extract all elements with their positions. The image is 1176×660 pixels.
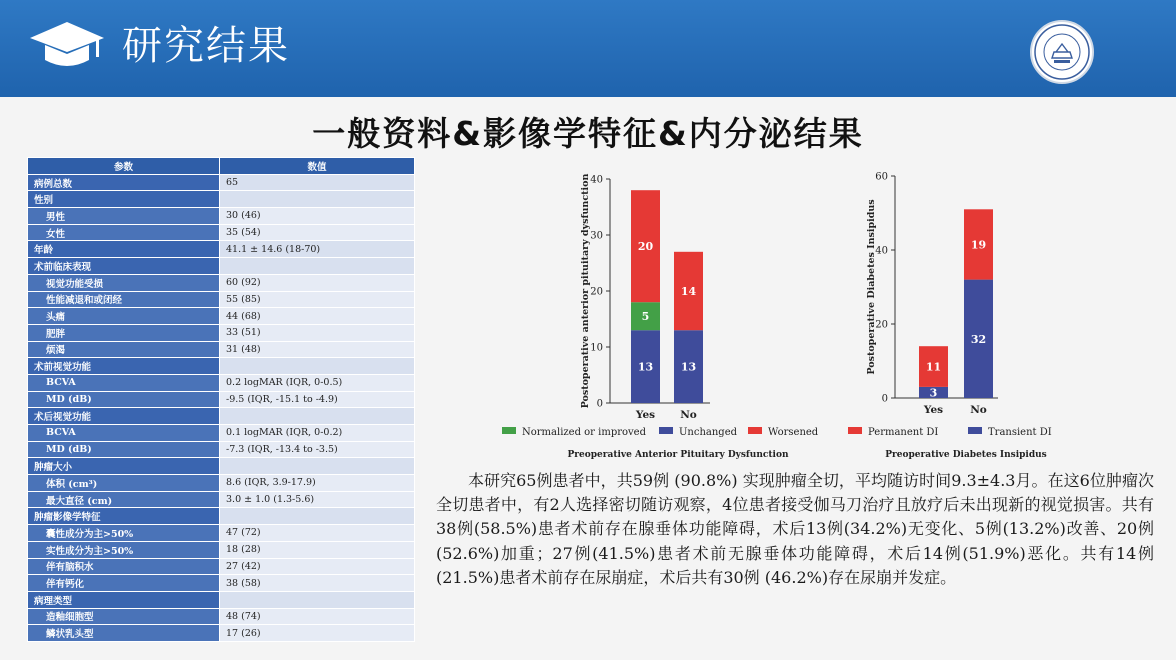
table-row [28,425,415,442]
table-row [28,324,415,341]
table-body [28,174,415,641]
table-row [28,191,415,208]
y-axis-label: Postoperative Diabetes Insipidus [866,199,877,375]
header-title: 研究结果 [122,23,290,69]
value-cell [220,591,415,608]
bar-data-label: 13 [680,360,697,374]
legend-swatch [748,427,762,434]
y-tick-label: 0 [596,398,603,410]
param-cell: 体积 (cm³) [28,475,220,492]
value-cell: 0.1 logMAR (IQR, 0-0.2) [220,425,415,442]
param-cell: 实性成分为主>50% [28,541,220,558]
value-cell: -7.3 (IQR, -13.4 to -3.5) [220,441,415,458]
param-cell: 鳞状乳头型 [28,625,220,642]
university-seal-icon [1030,20,1094,84]
table-row [28,491,415,508]
value-cell: 60 (92) [220,274,415,291]
table-row [28,208,415,225]
table-row [28,224,415,241]
legend-swatch [502,427,516,434]
bar-data-label: 5 [641,310,650,324]
graduation-cap-icon [28,20,106,72]
legend-label: Worsened [768,427,819,438]
table-header-value: 数值 [220,158,415,175]
value-cell: 18 (28) [220,541,415,558]
table-row [28,441,415,458]
table-row [28,575,415,592]
param-cell: BCVA [28,374,220,391]
param-cell: 烦渴 [28,341,220,358]
diabetes-insipidus-chart [846,165,1076,465]
value-cell [220,458,415,475]
param-cell: 囊性成分为主>50% [28,525,220,542]
value-cell: 3.0 ± 1.0 (1.3-5.6) [220,491,415,508]
x-tick-label: No [970,404,987,416]
table-row [28,391,415,408]
y-axis-label: Postoperative anterior pituitary dysfunction [580,173,591,409]
y-tick-label: 20 [590,286,603,298]
param-cell: MD (dB) [28,441,220,458]
legend-label: Unchanged [679,427,738,438]
x-axis-label: Preoperative Anterior Pituitary Dysfunction [567,450,789,460]
value-cell: 44 (68) [220,308,415,325]
param-cell: 最大直径 (cm) [28,491,220,508]
x-axis-label: Preoperative Diabetes Insipidus [885,450,1047,460]
header-banner [0,0,1176,97]
legend-swatch [848,427,862,434]
bar-data-label: 14 [680,285,697,298]
table-row [28,408,415,425]
table-row [28,258,415,275]
table-row [28,525,415,542]
table-row [28,341,415,358]
param-cell: 伴有钙化 [28,575,220,592]
param-cell: 男性 [28,208,220,225]
param-cell: MD (dB) [28,391,220,408]
table-row [28,374,415,391]
param-cell: 肿瘤影像学特征 [28,508,220,525]
value-cell [220,508,415,525]
table-row [28,241,415,258]
legend-label: Transient DI [988,427,1052,438]
value-cell: 48 (74) [220,608,415,625]
y-tick-label: 20 [875,319,888,331]
param-cell: 头痛 [28,308,220,325]
value-cell: 41.1 ± 14.6 (18-70) [220,241,415,258]
table-row [28,541,415,558]
table-row [28,174,415,191]
legend-swatch [968,427,982,434]
table-row [28,558,415,575]
baseline-characteristics-table [27,157,415,642]
y-tick-label: 40 [590,174,603,186]
param-cell: 病理类型 [28,591,220,608]
bar-data-label: 19 [970,238,987,252]
bar-data-label: 11 [925,360,942,374]
legend-label: Normalized or improved [522,427,646,438]
value-cell: 31 (48) [220,341,415,358]
y-tick-label: 60 [875,171,888,183]
bar-data-label: 32 [970,332,987,346]
table-header-param: 参数 [28,158,220,175]
value-cell: 47 (72) [220,525,415,542]
bar-data-label: 3 [929,386,938,400]
table-row [28,358,415,375]
param-cell: 视觉功能受损 [28,274,220,291]
bar-data-label: 20 [637,240,654,254]
results-paragraph: 本研究65例患者中，共59例 (90.8%) 实现肿瘤全切，平均随访时间9.3±4.3月。在这6位肿瘤次全切患者中，有2人选择密切随访观察，4位患者接受伽马刀治疗且放疗后未出现新的视觉损害。共有38例(58.5%)患者术前存在腺垂体功能障碍，术后13例(34.2%)无变化、5例(13.2%)改善、20例(52.6%)加重；27例(41.5%)患者术前无腺垂体功能障碍，术后14例(51.9%)恶化。共有14例(21.5%)患者术前存在尿崩症，术后共有30例 (46.2%)存在尿崩并发症。 [436,471,1154,587]
param-cell: 女性 [28,224,220,241]
param-cell: 伴有脑积水 [28,558,220,575]
param-cell: 肿瘤大小 [28,458,220,475]
legend-swatch [659,427,673,434]
param-cell: 性能减退和或闭经 [28,291,220,308]
value-cell: 35 (54) [220,224,415,241]
param-cell: 术后视觉功能 [28,408,220,425]
value-cell: 33 (51) [220,324,415,341]
param-cell: 病例总数 [28,174,220,191]
value-cell [220,408,415,425]
param-cell: BCVA [28,425,220,442]
y-tick-label: 40 [875,245,888,257]
slide-title: 一般资料&影像学特征&内分泌结果 [312,114,864,153]
param-cell: 术前视觉功能 [28,358,220,375]
table-row [28,508,415,525]
y-tick-label: 10 [590,342,603,354]
param-cell: 造釉细胞型 [28,608,220,625]
param-cell: 年龄 [28,241,220,258]
bar-data-label: 13 [637,360,654,374]
value-cell: -9.5 (IQR, -15.1 to -4.9) [220,391,415,408]
value-cell [220,358,415,375]
anterior-pituitary-chart [494,165,854,465]
value-cell: 8.6 (IQR, 3.9-17.9) [220,475,415,492]
value-cell: 30 (46) [220,208,415,225]
value-cell: 38 (58) [220,575,415,592]
table-row [28,274,415,291]
legend-label: Permanent DI [868,427,939,438]
table-row [28,608,415,625]
value-cell: 0.2 logMAR (IQR, 0-0.5) [220,374,415,391]
table-row [28,458,415,475]
value-cell [220,258,415,275]
param-cell: 肥胖 [28,324,220,341]
y-tick-label: 30 [590,230,603,242]
y-tick-label: 0 [881,393,888,405]
table-row [28,308,415,325]
value-cell: 55 (85) [220,291,415,308]
value-cell: 27 (42) [220,558,415,575]
x-tick-label: No [680,409,697,421]
table-row [28,625,415,642]
param-cell: 术前临床表现 [28,258,220,275]
value-cell: 17 (26) [220,625,415,642]
value-cell: 65 [220,174,415,191]
table-row [28,475,415,492]
table-row [28,291,415,308]
value-cell [220,191,415,208]
table-row [28,591,415,608]
x-tick-label: Yes [923,404,944,416]
x-tick-label: Yes [635,409,656,421]
param-cell: 性别 [28,191,220,208]
